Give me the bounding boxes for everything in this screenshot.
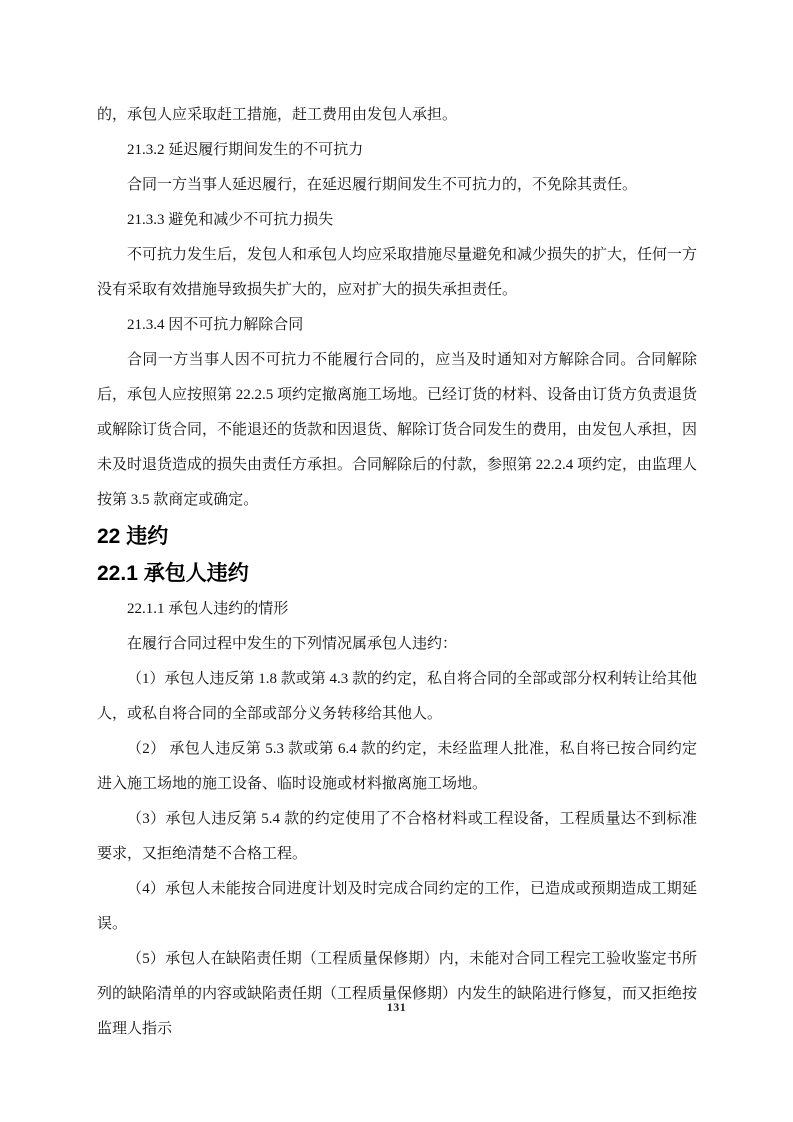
clause-heading-21-3-4: 21.3.4 因不可抗力解除合同 (127, 317, 304, 333)
paragraph-continuation: 的，承包人应采取赶工措施，赶工费用由发包人承担。 (97, 107, 458, 123)
paragraph: 在履行合同过程中发生的下列情况属承包人违约： (127, 636, 458, 652)
clause-heading-22-1-1: 22.1.1 承包人违约的情形 (127, 601, 289, 617)
list-item-3: （3）承包人违反第 5.4 款的约定使用了不合格材料或工程设备，工程质量达不到标准要求，又拒绝清楚不合格工程。 (97, 811, 697, 862)
page-number: 131 (386, 1000, 407, 1014)
list-item-2: （2） 承包人违反第 5.3 款或第 6.4 款的约定，未经监理人批准，私自将已按合同约定进入施工场地的施工设备、临时设施或材料撤离施工场地。 (97, 741, 697, 792)
paragraph: 合同一方当事人因不可抗力不能履行合同的，应当及时通知对方解除合同。合同解除后，承包人应按照第 22.2.5 项约定撤离施工场地。已经订货的材料、设备由订货方负责退货或解除订货合同，不能退还的货款和因退货、解除订货合同发生的费用，由发包人承担，因未及时退货造成的损失由责任方承担。合同解除后的付款，参照第 22.2.4 项约定，由监理人按第 3.5 款商定或确定。 (97, 352, 698, 508)
paragraph: 合同一方当事人延迟履行，在延迟履行期间发生不可抗力的，不免除其责任。 (127, 177, 638, 193)
page-footer (0, 998, 793, 1016)
chapter-heading: 22 违约 (97, 525, 169, 548)
paragraph: 不可抗力发生后，发包人和承包人均应采取措施尽量避免和减少损失的扩大，任何一方没有采取有效措施导致损失扩大的，应对扩大的损失承担责任。 (97, 247, 698, 298)
list-item-4: （4）承包人未能按合同进度计划及时完成合同约定的工作，已造成或预期造成工期延误。 (97, 881, 697, 932)
clause-heading-21-3-3: 21.3.3 避免和减少不可抗力损失 (127, 212, 334, 228)
document-body (97, 98, 697, 1047)
clause-heading-21-3-2: 21.3.2 延迟履行期间发生的不可抗力 (127, 142, 364, 158)
section-heading: 22.1 承包人违约 (97, 562, 249, 585)
list-item-1: （1）承包人违反第 1.8 款或第 4.3 款的约定，私自将合同的全部或部分权利转让给其他人，或私自将合同的全部或部分义务转移给其他人。 (97, 671, 698, 722)
list-item-5: （5）承包人在缺陷责任期（工程质量保修期）内，未能对合同工程完工验收鉴定书所列的缺陷清单的内容或缺陷责任期（工程质量保修期）内发生的缺陷进行修复，而又拒绝按监理人指示 (97, 951, 698, 1037)
